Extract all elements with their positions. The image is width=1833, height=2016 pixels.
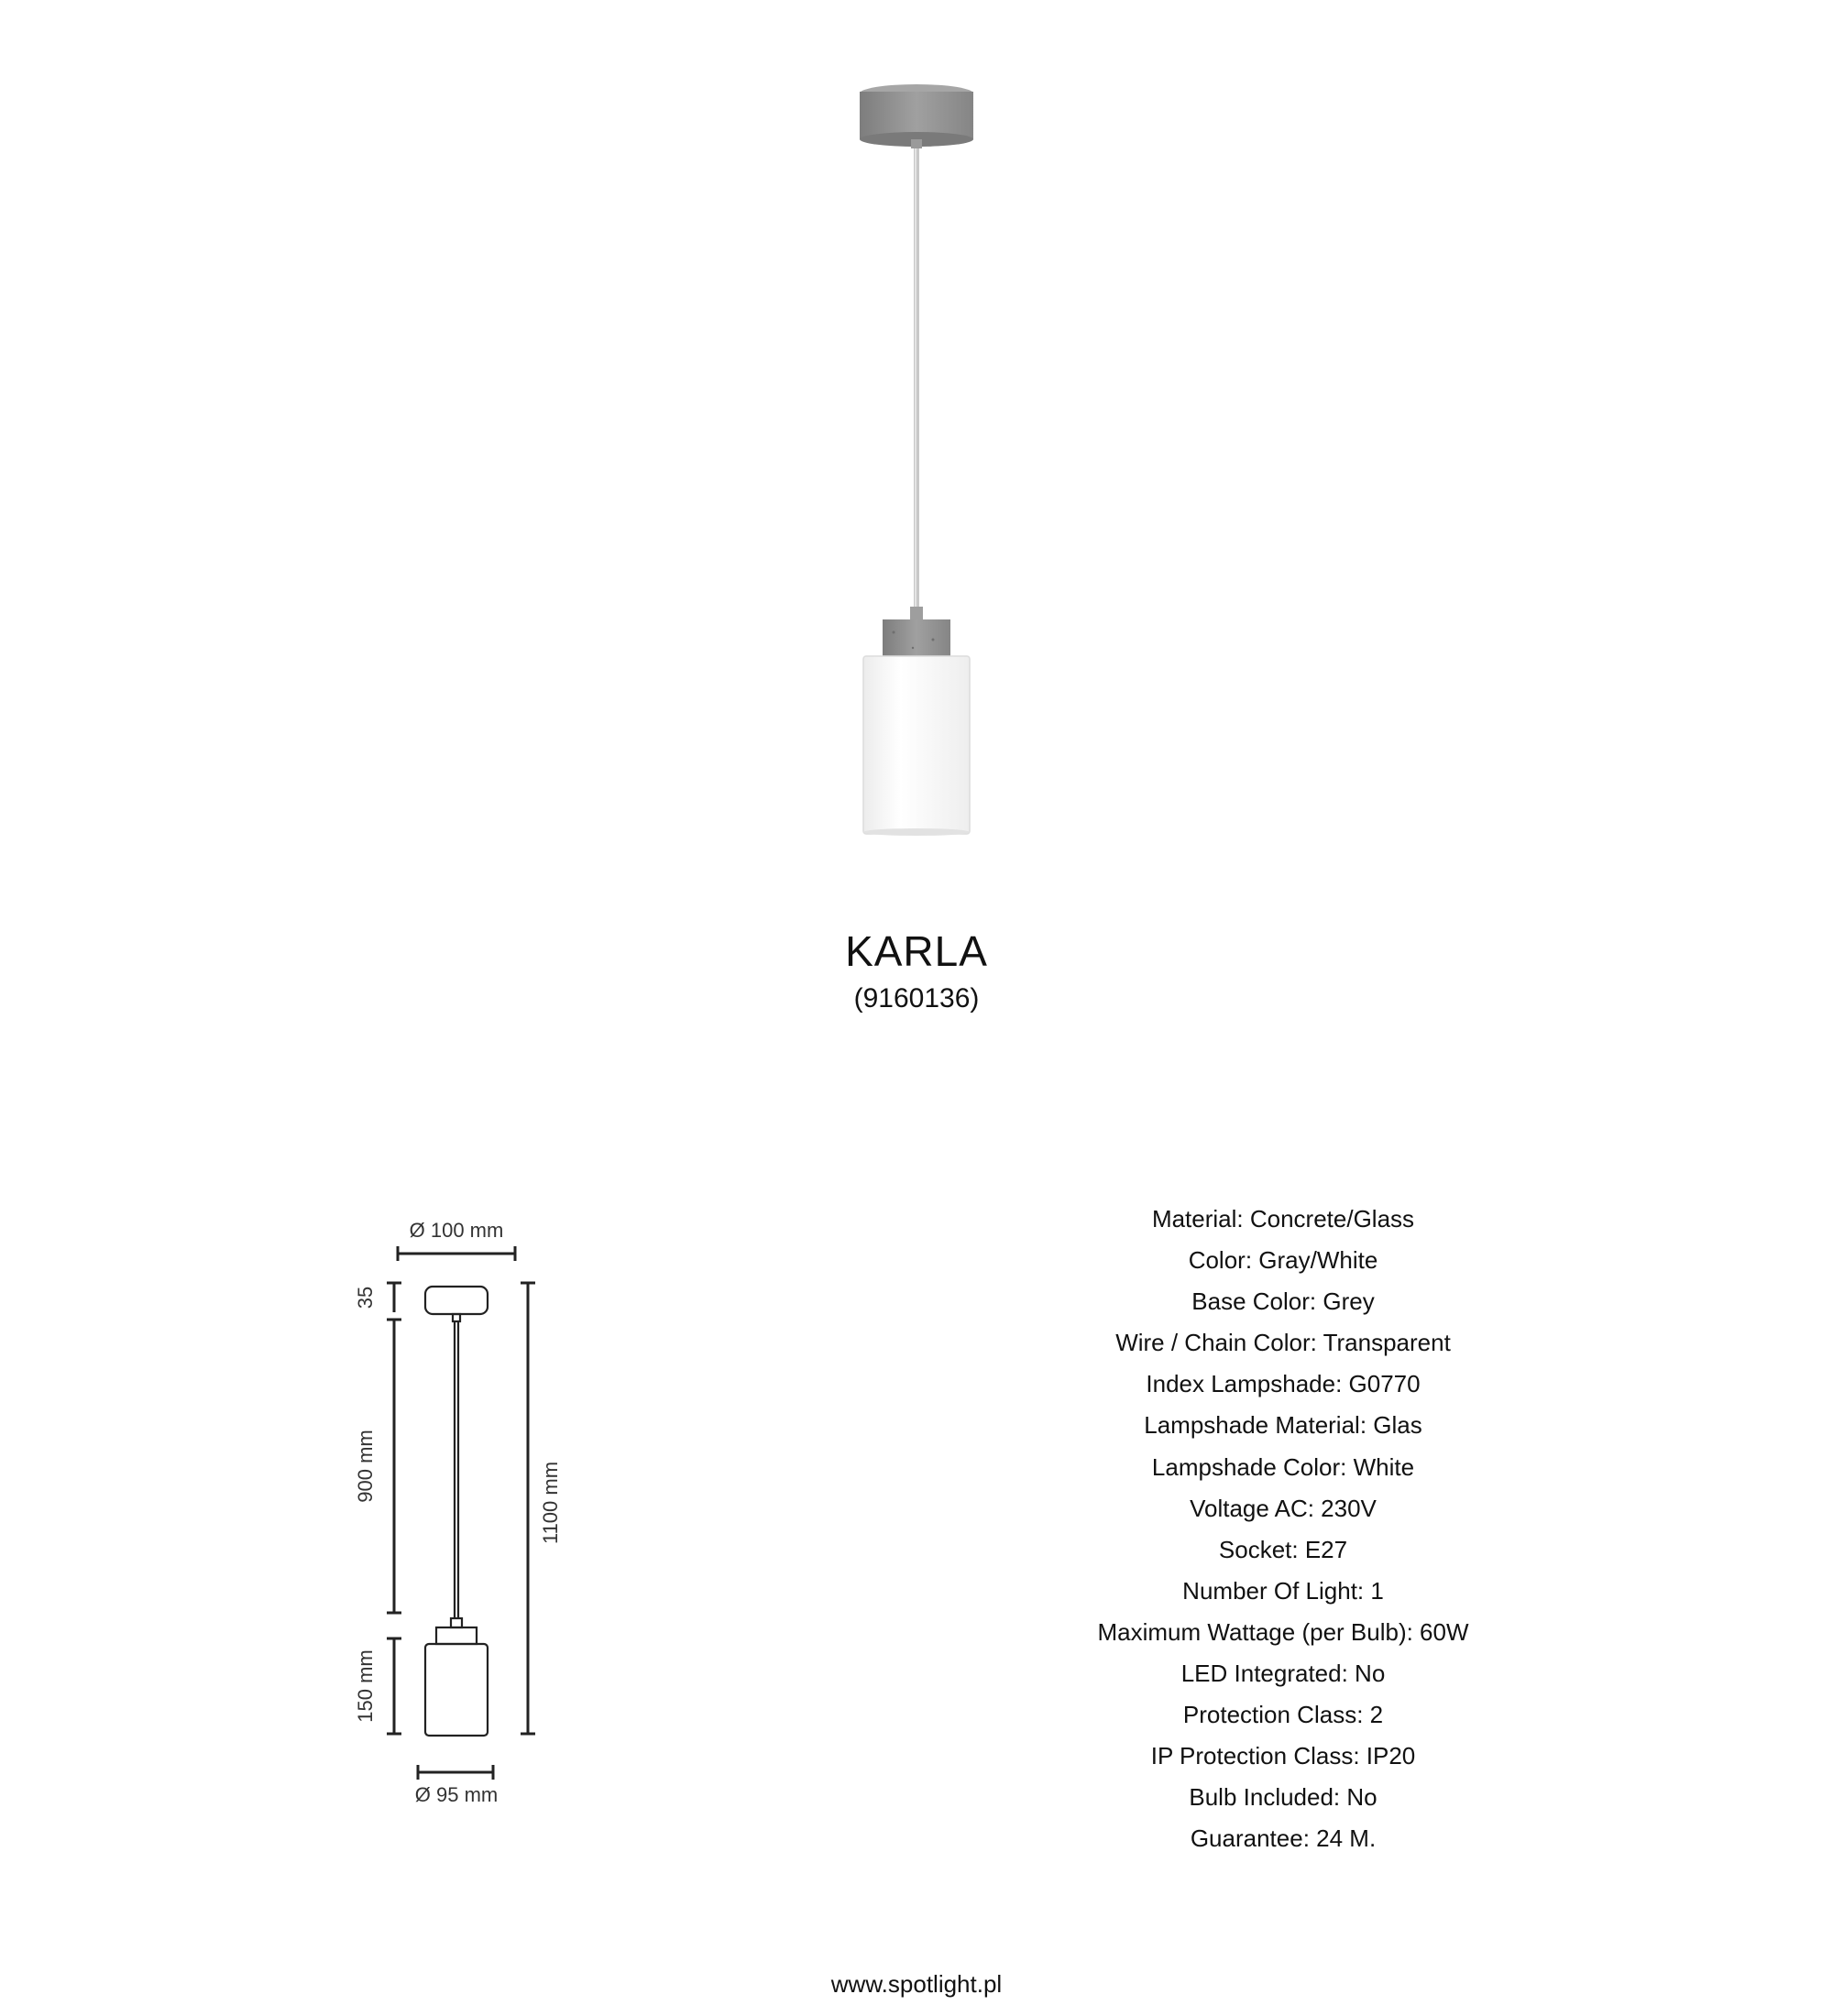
product-photo xyxy=(0,0,1833,916)
spec-number-of-light: Number Of Light: 1 xyxy=(1182,1576,1384,1605)
cable-clamp-top xyxy=(911,139,922,148)
spec-material: Material: Concrete/Glass xyxy=(1151,1205,1415,1233)
spec-wire-color: Wire / Chain Color: Transparent xyxy=(1115,1329,1451,1357)
cable-length-label: 900 mm xyxy=(354,1430,377,1503)
product-name: KARLA xyxy=(845,927,988,975)
spec-voltage: Voltage AC: 230V xyxy=(1190,1494,1377,1522)
spec-index-lampshade: Index Lampshade: G0770 xyxy=(1146,1370,1421,1398)
spec-max-wattage: Maximum Wattage (per Bulb): 60W xyxy=(1097,1617,1469,1646)
dimension-drawing xyxy=(348,1210,605,1814)
spec-ip-class: IP Protection Class: IP20 xyxy=(1150,1742,1416,1770)
spec-color: Color: Gray/White xyxy=(1188,1246,1378,1275)
total-height-label: 1100 mm xyxy=(539,1461,562,1545)
spec-lampshade-material: Lampshade Material: Glas xyxy=(1144,1411,1422,1440)
product-code: (9160136) xyxy=(853,983,980,1013)
spec-lampshade-color: Lampshade Color: White xyxy=(1151,1452,1415,1481)
spec-guarantee: Guarantee: 24 M. xyxy=(1190,1824,1377,1853)
spec-led-integrated: LED Integrated: No xyxy=(1180,1660,1386,1688)
shade-diameter-label: Ø 95 mm xyxy=(414,1783,499,1806)
glass-shade xyxy=(863,656,970,836)
spec-protection-class: Protection Class: 2 xyxy=(1182,1701,1384,1729)
website-link[interactable]: www.spotlight.pl xyxy=(830,1970,1003,1998)
specifications-list xyxy=(916,1199,1650,1860)
spec-base-color: Base Color: Grey xyxy=(1191,1287,1375,1316)
lamp-outline-icon xyxy=(425,1287,488,1736)
top-diameter-label: Ø 100 mm xyxy=(409,1219,504,1242)
spec-bulb-included: Bulb Included: No xyxy=(1189,1783,1377,1812)
cable-clamp-bottom xyxy=(910,607,923,621)
shade-height-label: 150 mm xyxy=(354,1649,377,1723)
ceiling-canopy xyxy=(860,84,973,147)
shade-concrete-cap xyxy=(883,619,950,656)
spec-socket: Socket: E27 xyxy=(1218,1535,1348,1563)
canopy-height-label: 35 xyxy=(354,1286,377,1309)
product-title-block xyxy=(0,926,1833,1017)
